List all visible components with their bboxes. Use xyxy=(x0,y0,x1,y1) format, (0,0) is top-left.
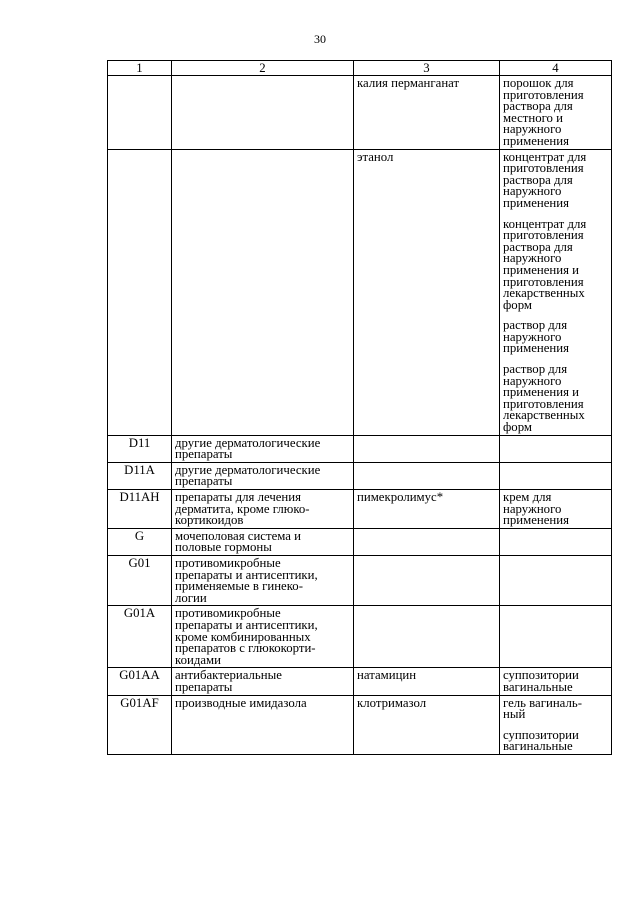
drug-name-cell xyxy=(354,462,500,489)
drug-table xyxy=(107,60,612,755)
atc-code-cell: D11A xyxy=(108,462,172,489)
atc-code-cell: G01A xyxy=(108,606,172,668)
table-row xyxy=(108,528,612,555)
atc-code-cell: D11 xyxy=(108,435,172,462)
drug-name-cell xyxy=(354,435,500,462)
group-name-cell: препараты для лечения дерматита, кроме глюко- кортикоидов xyxy=(172,490,354,529)
table-row xyxy=(108,435,612,462)
atc-code-cell: G01AF xyxy=(108,695,172,754)
group-name-cell: антибактериальные препараты xyxy=(172,668,354,695)
dosage-forms-cell xyxy=(500,435,612,462)
dosage-forms-cell xyxy=(500,149,612,435)
drug-name-cell xyxy=(354,528,500,555)
dosage-forms-cell xyxy=(500,606,612,668)
dosage-forms-cell xyxy=(500,76,612,150)
group-name-cell: другие дерматологические препараты xyxy=(172,435,354,462)
dosage-forms-cell xyxy=(500,462,612,489)
group-name-cell: производные имидазола xyxy=(172,695,354,754)
dosage-form: суппозитории вагинальные xyxy=(503,727,579,754)
drug-name-cell xyxy=(354,555,500,605)
drug-name-cell: калия перманганат xyxy=(354,76,500,150)
dosage-form: концентрат для приготовления раствора для наружного применения и приготовления лекарственных форм xyxy=(503,216,587,312)
table-row xyxy=(108,490,612,529)
column-header: 2 xyxy=(172,61,354,76)
table-row xyxy=(108,695,612,754)
table-row xyxy=(108,149,612,435)
table-row xyxy=(108,668,612,695)
table-row xyxy=(108,462,612,489)
table-row xyxy=(108,606,612,668)
drug-name-cell: этанол xyxy=(354,149,500,435)
dosage-forms-cell xyxy=(500,490,612,529)
drug-name-cell: клотримазол xyxy=(354,695,500,754)
group-name-cell: другие дерматологические препараты xyxy=(172,462,354,489)
group-name-cell xyxy=(172,149,354,435)
dosage-form: суппозитории вагинальные xyxy=(503,668,579,694)
table-row xyxy=(108,76,612,150)
drug-name-cell xyxy=(354,606,500,668)
atc-code-cell xyxy=(108,76,172,150)
drug-name-cell: натамицин xyxy=(354,668,500,695)
group-name-cell: противомикробные препараты и антисептики, кроме комбинированных препаратов с глюкокорти- коидами xyxy=(172,606,354,668)
dosage-form: гель вагиналь- ный xyxy=(503,695,582,722)
page-number: 30 xyxy=(314,32,326,46)
dosage-forms-cell xyxy=(500,555,612,605)
dosage-form: концентрат для приготовления раствора для наружного применения xyxy=(503,149,587,210)
atc-code-cell: G xyxy=(108,528,172,555)
dosage-forms-cell xyxy=(500,668,612,695)
group-name-cell: мочеполовая система и половые гормоны xyxy=(172,528,354,555)
atc-code-cell xyxy=(108,149,172,435)
dosage-form: крем для наружного применения xyxy=(503,490,569,528)
group-name-cell: противомикробные препараты и антисептики, применяемые в гинеко- логии xyxy=(172,555,354,605)
table-row xyxy=(108,555,612,605)
table-header-row xyxy=(108,61,612,76)
dosage-forms-cell xyxy=(500,695,612,754)
table-body xyxy=(108,76,612,755)
dosage-form: порошок для приготовления раствора для местного и наружного применения xyxy=(503,76,584,148)
drug-name-cell: пимекролимус* xyxy=(354,490,500,529)
dosage-forms-cell xyxy=(500,528,612,555)
dosage-form: раствор для наружного применения и приготовления лекарственных форм xyxy=(503,362,585,435)
atc-code-cell: D11AH xyxy=(108,490,172,529)
group-name-cell xyxy=(172,76,354,150)
column-header: 3 xyxy=(354,61,500,76)
dosage-form: раствор для наружного применения xyxy=(503,318,569,356)
atc-code-cell: G01AA xyxy=(108,668,172,695)
column-header: 1 xyxy=(108,61,172,76)
column-header: 4 xyxy=(500,61,612,76)
atc-code-cell: G01 xyxy=(108,555,172,605)
